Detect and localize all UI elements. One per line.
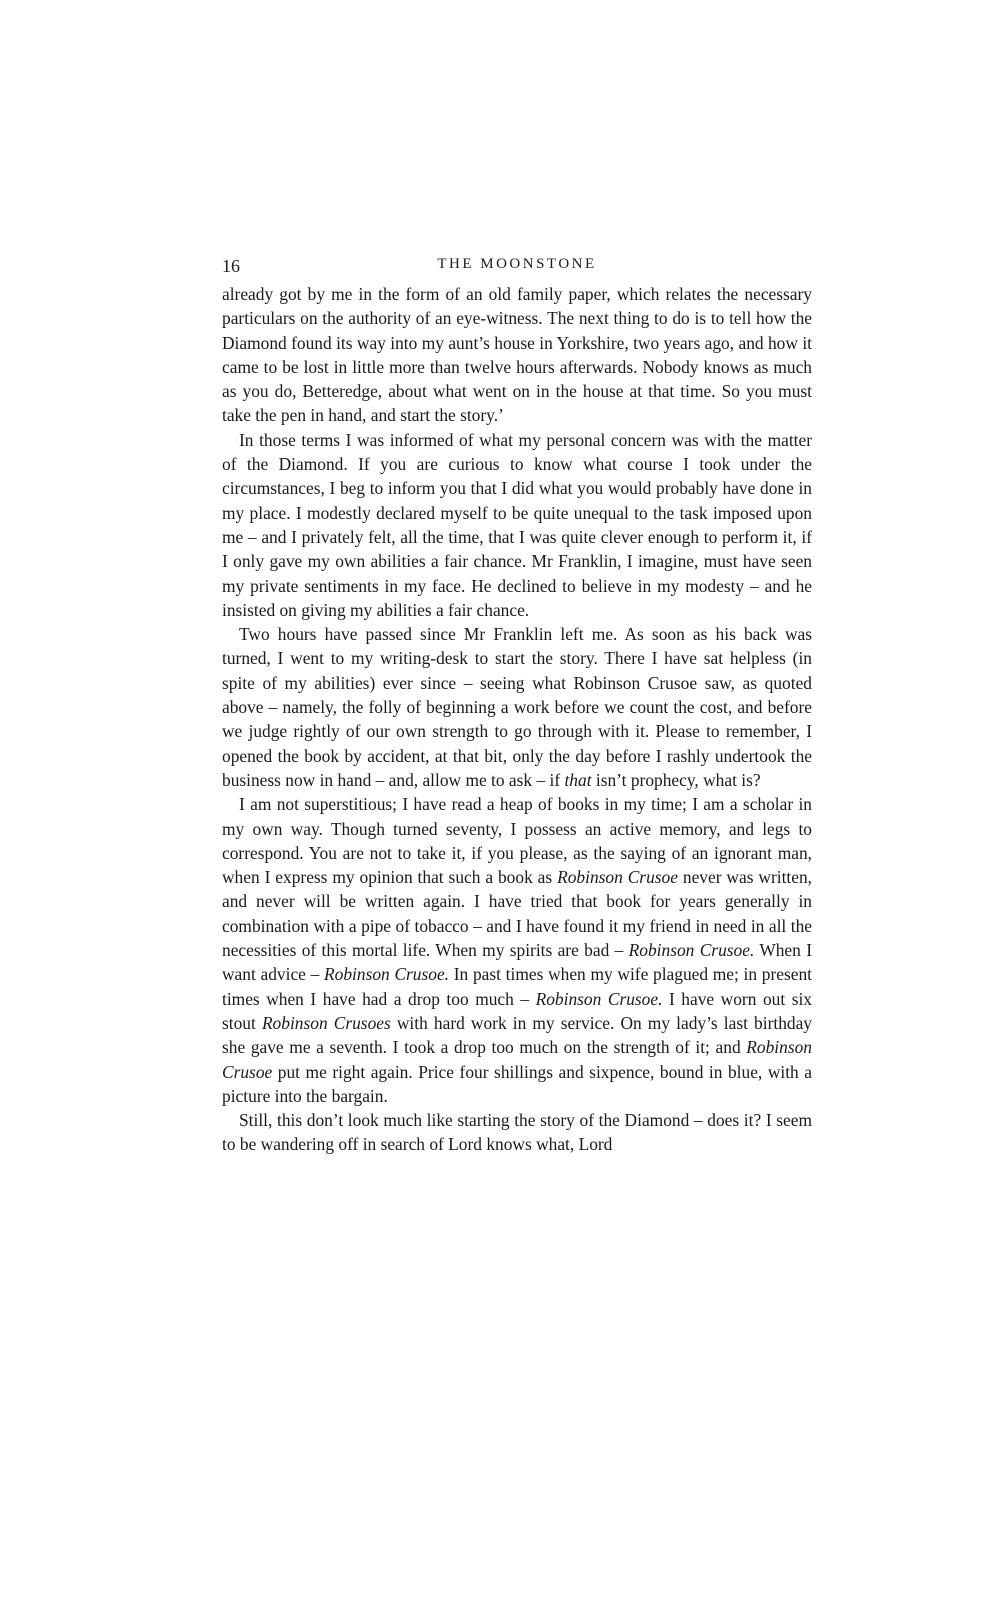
text-run: In past times when my wife plagued me; in present times when I have had a drop too much – <box>222 964 813 1009</box>
text-run: I have worn out six stout <box>222 988 813 1033</box>
text-run: When I want advice – <box>222 940 812 985</box>
text-run: with hard work in my service. On my lady’s last birthday she gave me a seventh. I took a drop too much on the strength of it; and <box>222 1012 813 1058</box>
text-run: already got by me in the form of an old family paper, which relates the necessary particulars on the authority of an eye-witness. The next thing to do is to tell how the Diamond found its way into my aunt’s house in Yorkshire, two years ago, and how it came to be lost in little more than twelve hours afterwards. Nobody knows as much as you do, Betteredge, about what went on in the house at that time. So you must take the pen in hand, and start the story.’ <box>222 284 812 426</box>
paragraph-2 <box>222 428 812 622</box>
book-page <box>222 252 812 1157</box>
italic-run: Robinson Crusoe <box>557 867 678 888</box>
text-run: isn’t prophecy, what is? <box>591 769 761 790</box>
text-run: Two hours have passed since Mr Franklin left me. As soon as his back was turned, I went to my writing-desk to start the story. There I have sat helpless (in spite of my abilities) ever since – seeing what Robinson Crusoe saw, as quoted above – namely, the folly of beginning a work before we count the cost, and before we judge rightly of our own strength to go through with it. Please to remember, I opened the book by accident, at that bit, only the day before I rashly undertook the business now in hand – and, allow me to ask – if <box>222 624 812 790</box>
book-title: THE MOONSTONE <box>437 256 597 272</box>
text-run: Still, this don’t look much like starting the story of the Diamond – does it? I seem to be wandering off in search of Lord knows what, Lord <box>222 1110 812 1155</box>
body-text <box>222 282 812 1157</box>
text-run: I am not superstitious; I have read a heap of books in my time; I am a scholar in my own way. Though turned seventy, I possess an active memory, and legs to correspond. You are not to take it, if you please, as the saying of an ignorant man, when I express my opinion that such a book as <box>222 794 812 888</box>
italic-run: Robinson Crusoe. <box>535 988 663 1009</box>
page-number: 16 <box>222 256 240 276</box>
paragraph-1 <box>222 282 812 428</box>
italic-run: Robinson Crusoe. <box>628 940 755 961</box>
italic-run: Robinson Crusoe <box>222 1037 812 1082</box>
italic-run: Robinson Crusoe. <box>324 964 450 985</box>
text-run: In those terms I was informed of what my personal concern was with the matter of the Diamond. If you are curious to know what course I took under the circumstances, I beg to inform you that I did what you would probably have done in my place. I modestly declared myself to be quite unequal to the task imposed upon me – and I privately felt, all the time, that I was quite clever enough to perform it, if I only gave my own abilities a fair chance. Mr Franklin, I imagine, must have seen my private sentiments in my face. He declined to believe in my modesty – and he insisted on giving my abilities a fair chance. <box>222 429 812 620</box>
text-run: put me right again. Price four shillings and sixpence, bound in blue, with a picture into the bargain. <box>222 1061 812 1106</box>
italic-run: that <box>564 769 592 790</box>
paragraph-3 <box>222 622 812 792</box>
paragraph-4 <box>222 792 812 1108</box>
text-run: never was written, and never will be written again. I have tried that book for years generally in combination with a pipe of tobacco – and I have found it my friend in need in all the necessities of this mortal life. When my spirits are bad – <box>222 867 812 961</box>
running-head <box>222 252 812 282</box>
italic-run: Robinson Crusoes <box>261 1012 391 1033</box>
paragraph-5 <box>222 1108 812 1157</box>
